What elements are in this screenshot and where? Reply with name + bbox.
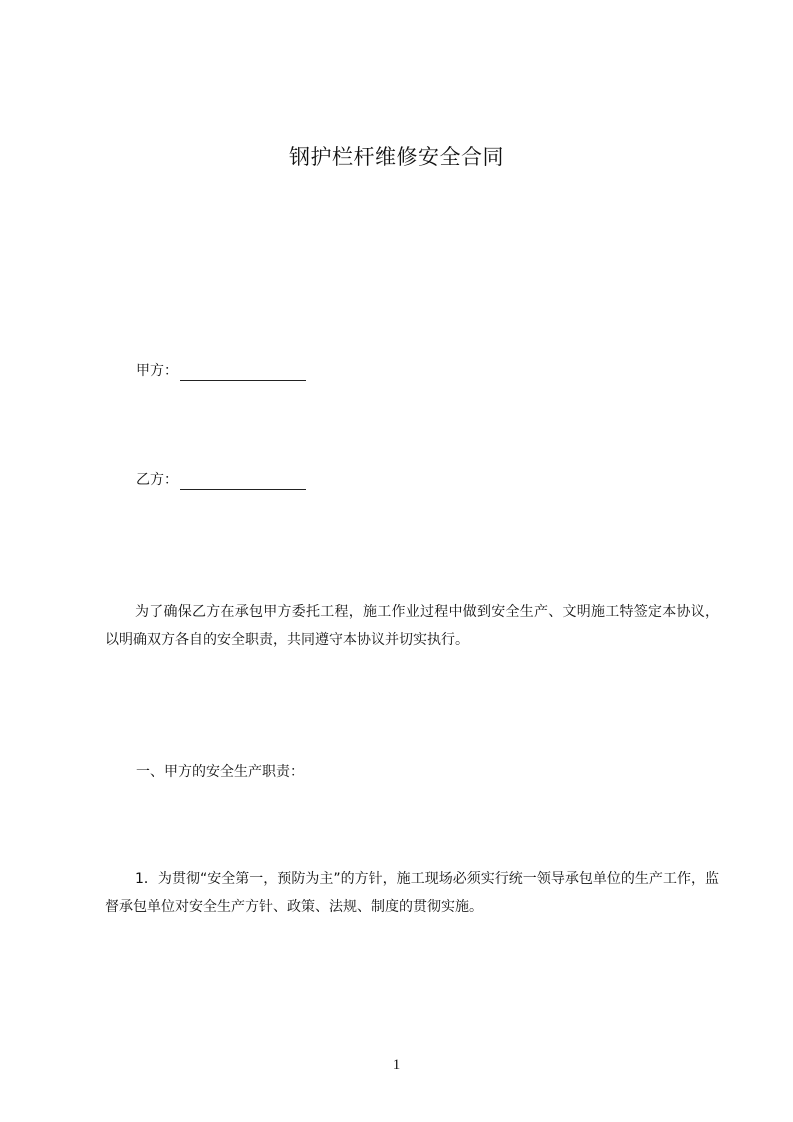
party-b-blank-field xyxy=(180,474,306,490)
document-title: 钢护栏杆维修安全合同 xyxy=(289,145,504,169)
party-a-blank-field xyxy=(180,365,306,381)
party-b-line xyxy=(136,470,306,490)
section-1-heading: 一、甲方的安全生产职责： xyxy=(136,764,304,780)
page-number: 1 xyxy=(392,1057,401,1073)
party-b-label: 乙方： xyxy=(136,472,178,488)
party-a-line xyxy=(136,361,306,381)
clause-1-paragraph: 1．为贯彻“安全第一，预防为主”的方针，施工现场必须实行统一领导承包单位的生产工作，监督承包单位对安全生产方针、政策、法规、制度的贯彻实施。 xyxy=(105,871,719,915)
intro-paragraph: 为了确保乙方在承包甲方委托工程，施工作业过程中做到安全生产、文明施工特签定本协议，以明确双方各自的安全职责，共同遵守本协议并切实执行。 xyxy=(105,604,719,648)
party-a-label: 甲方： xyxy=(136,363,178,379)
